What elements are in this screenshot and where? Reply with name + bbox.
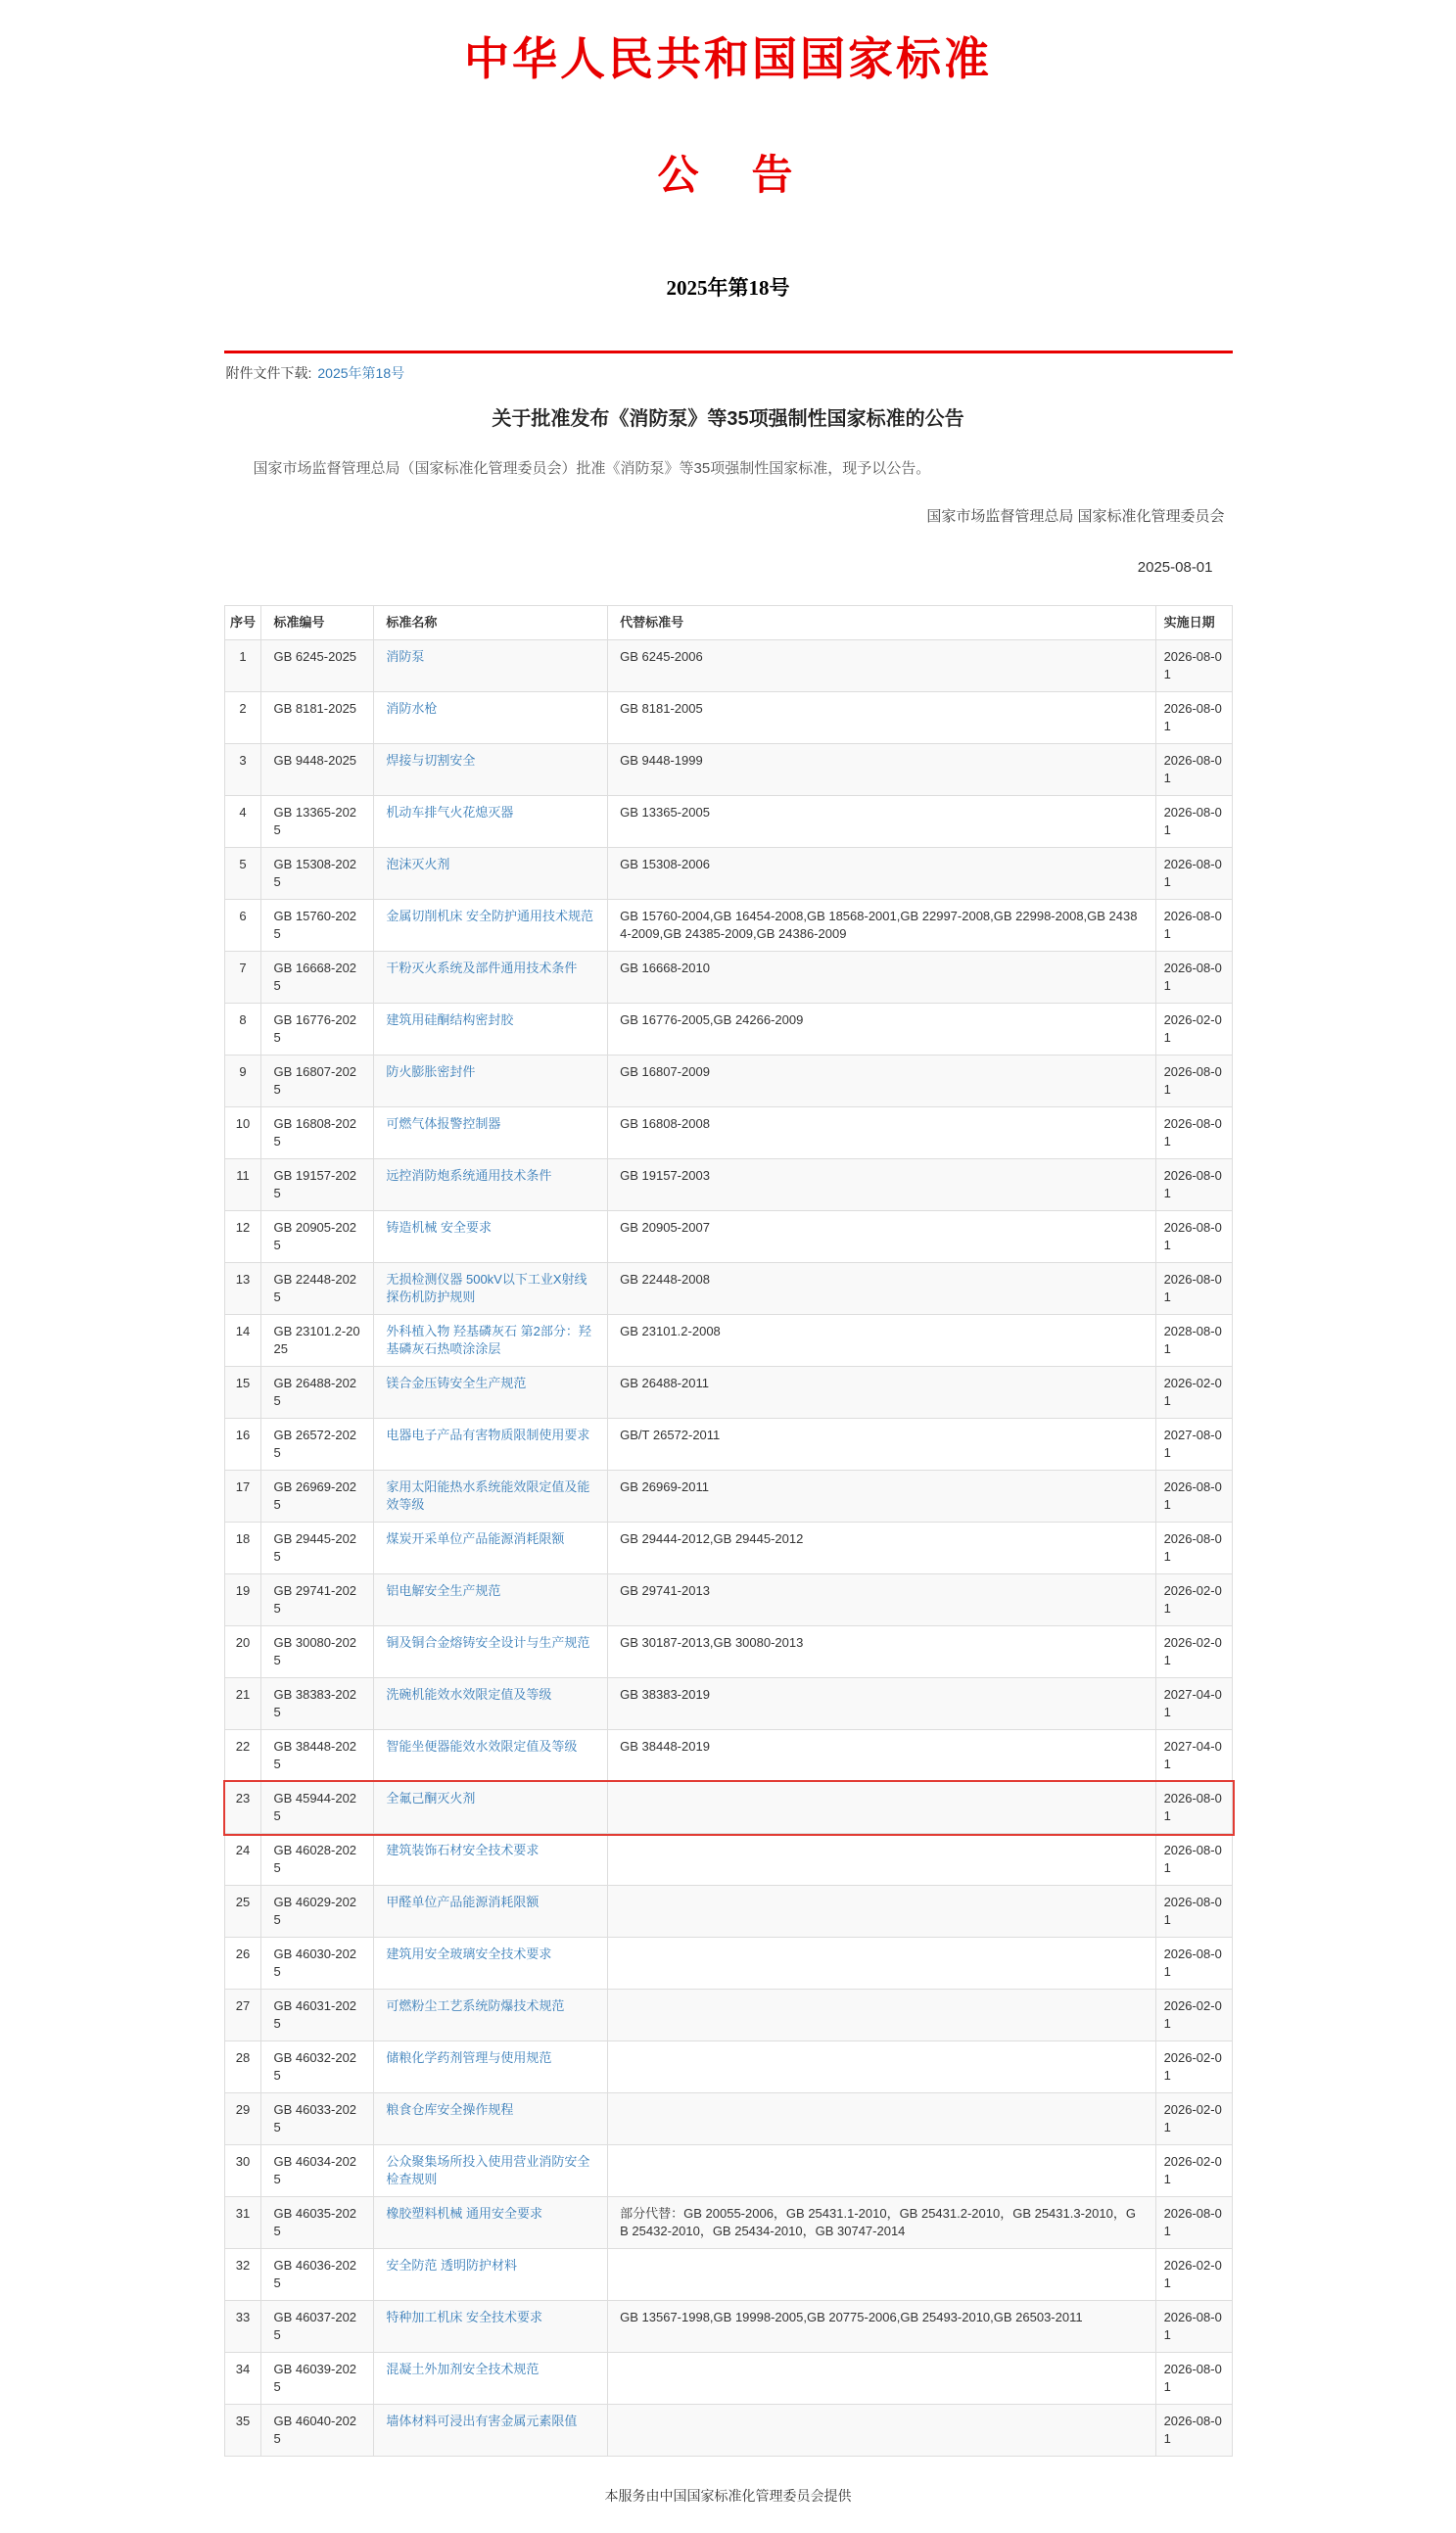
replaced-standard-cell: GB 20905-2007	[608, 1211, 1155, 1263]
row-index-cell: 35	[225, 2405, 262, 2457]
replaced-standard-cell: GB 29741-2013	[608, 1574, 1155, 1626]
attachment-link[interactable]: 2025年第18号	[317, 365, 405, 381]
replaced-standard-cell	[608, 1886, 1155, 1938]
row-index-cell: 22	[225, 1730, 262, 1782]
standard-name-link[interactable]: 机动车排气火花熄灭器	[386, 804, 514, 820]
column-header-index: 序号	[225, 606, 262, 640]
table-row	[225, 1834, 1233, 1886]
row-index-cell: 23	[225, 1782, 262, 1834]
standard-name-cell	[374, 1004, 608, 1055]
implement-date-cell: 2026-08-01	[1156, 1782, 1233, 1834]
table-row	[225, 1886, 1233, 1938]
implement-date-cell: 2026-08-01	[1156, 900, 1233, 952]
standard-name-cell	[374, 1211, 608, 1263]
standard-name-link[interactable]: 甲醛单位产品能源消耗限额	[386, 1894, 540, 1909]
table-row	[225, 900, 1233, 952]
standard-name-cell	[374, 2249, 608, 2301]
standard-code-cell: GB 46032-2025	[261, 2041, 374, 2093]
standard-code-cell: GB 46040-2025	[261, 2405, 374, 2457]
standard-name-cell	[374, 796, 608, 848]
implement-date-cell: 2026-08-01	[1156, 1211, 1233, 1263]
standard-name-cell	[374, 1471, 608, 1523]
implement-date-cell: 2026-02-01	[1156, 2145, 1233, 2197]
table-row	[225, 1211, 1233, 1263]
standard-code-cell: GB 38448-2025	[261, 1730, 374, 1782]
table-row-highlighted	[225, 1782, 1233, 1834]
replaced-standard-cell	[608, 1782, 1155, 1834]
standard-name-cell	[374, 1990, 608, 2041]
issue-number: 2025年第18号	[666, 276, 790, 300]
standard-name-cell	[374, 1159, 608, 1211]
standard-name-link[interactable]: 无损检测仪器 500kV以下工业X射线探伤机防护规则	[386, 1271, 587, 1304]
replaced-standard-cell: GB 15308-2006	[608, 848, 1155, 900]
replaced-standard-cell	[608, 2041, 1155, 2093]
table-row	[225, 1055, 1233, 1107]
implement-date-cell: 2026-08-01	[1156, 744, 1233, 796]
standard-name-link[interactable]: 焊接与切割安全	[386, 752, 476, 768]
standard-name-link[interactable]: 特种加工机床 安全技术要求	[386, 2309, 542, 2324]
standard-name-link[interactable]: 可燃粉尘工艺系统防爆技术规范	[386, 1997, 565, 2013]
implement-date-cell: 2026-08-01	[1156, 1055, 1233, 1107]
table-row	[225, 692, 1233, 744]
announcement-page	[224, 0, 1233, 2533]
standard-name-link[interactable]: 橡胶塑料机械 通用安全要求	[386, 2205, 542, 2221]
column-header-implement-date: 实施日期	[1156, 606, 1233, 640]
table-row	[225, 1419, 1233, 1471]
implement-date-cell: 2026-02-01	[1156, 1004, 1233, 1055]
standard-code-cell: GB 46030-2025	[261, 1938, 374, 1990]
table-row	[225, 2093, 1233, 2145]
replaced-standard-cell: GB 38448-2019	[608, 1730, 1155, 1782]
row-index-cell: 21	[225, 1678, 262, 1730]
implement-date-cell: 2026-08-01	[1156, 1523, 1233, 1574]
replaced-standard-cell: 部分代替：GB 20055-2006，GB 25431.1-2010，GB 25431.2-2010，GB 25431.3-2010，GB 25432-2010，GB 25434-2010，GB 30747-2014	[608, 2197, 1155, 2249]
replaced-standard-cell: GB 6245-2006	[608, 640, 1155, 692]
table-row	[225, 1471, 1233, 1523]
implement-date-cell: 2026-08-01	[1156, 952, 1233, 1004]
table-row	[225, 1938, 1233, 1990]
standard-name-cell	[374, 848, 608, 900]
standard-code-cell: GB 46029-2025	[261, 1886, 374, 1938]
standard-name-cell	[374, 1730, 608, 1782]
table-row	[225, 1263, 1233, 1315]
row-index-cell: 19	[225, 1574, 262, 1626]
implement-date-cell: 2026-08-01	[1156, 692, 1233, 744]
implement-date-cell: 2026-08-01	[1156, 1938, 1233, 1990]
standard-code-cell: GB 46035-2025	[261, 2197, 374, 2249]
standard-name-link[interactable]: 建筑用硅酮结构密封胶	[386, 1011, 514, 1027]
column-header-replaced-standard: 代替标准号	[608, 606, 1155, 640]
standard-name-link[interactable]: 家用太阳能热水系统能效限定值及能效等级	[386, 1478, 590, 1512]
standard-code-cell: GB 16776-2025	[261, 1004, 374, 1055]
column-header-standard-code: 标准编号	[261, 606, 374, 640]
row-index-cell: 1	[225, 640, 262, 692]
table-row	[225, 2041, 1233, 2093]
replaced-standard-cell	[608, 2353, 1155, 2405]
replaced-standard-cell: GB 29444-2012,GB 29445-2012	[608, 1523, 1155, 1574]
announcement-publish-date: 2025-08-01	[1137, 558, 1213, 576]
implement-date-cell: 2027-04-01	[1156, 1730, 1233, 1782]
implement-date-cell: 2026-08-01	[1156, 1834, 1233, 1886]
implement-date-cell: 2026-08-01	[1156, 2197, 1233, 2249]
row-index-cell: 11	[225, 1159, 262, 1211]
standard-name-cell	[374, 1938, 608, 1990]
standard-name-link[interactable]: 洗碗机能效水效限定值及等级	[386, 1686, 552, 1702]
row-index-cell: 6	[225, 900, 262, 952]
standard-name-cell	[374, 744, 608, 796]
implement-date-cell: 2026-08-01	[1156, 848, 1233, 900]
replaced-standard-cell: GB 16776-2005,GB 24266-2009	[608, 1004, 1155, 1055]
table-row	[225, 640, 1233, 692]
standards-table	[224, 605, 1233, 2457]
standard-code-cell: GB 30080-2025	[261, 1626, 374, 1678]
table-row	[225, 2197, 1233, 2249]
standard-name-link[interactable]: 铜及铜合金熔铸安全设计与生产规范	[386, 1634, 590, 1650]
implement-date-cell: 2026-02-01	[1156, 2249, 1233, 2301]
standard-name-cell	[374, 692, 608, 744]
table-row	[225, 2301, 1233, 2353]
implement-date-cell: 2026-02-01	[1156, 1367, 1233, 1419]
implement-date-cell: 2026-08-01	[1156, 1107, 1233, 1159]
implement-date-cell: 2026-08-01	[1156, 1886, 1233, 1938]
implement-date-cell: 2026-08-01	[1156, 1159, 1233, 1211]
standard-name-link[interactable]: 远控消防炮系统通用技术条件	[386, 1167, 552, 1183]
standard-code-cell: GB 29445-2025	[261, 1523, 374, 1574]
implement-date-cell: 2026-08-01	[1156, 2353, 1233, 2405]
implement-date-cell: 2026-08-01	[1156, 2301, 1233, 2353]
row-index-cell: 8	[225, 1004, 262, 1055]
standard-name-link[interactable]: 建筑用安全玻璃安全技术要求	[386, 1946, 552, 1961]
implement-date-cell: 2026-08-01	[1156, 1263, 1233, 1315]
replaced-standard-cell	[608, 1834, 1155, 1886]
replaced-standard-cell: GB 30187-2013,GB 30080-2013	[608, 1626, 1155, 1678]
replaced-standard-cell: GB 26969-2011	[608, 1471, 1155, 1523]
row-index-cell: 27	[225, 1990, 262, 2041]
replaced-standard-cell: GB 9448-1999	[608, 744, 1155, 796]
implement-date-cell: 2026-02-01	[1156, 2093, 1233, 2145]
standard-name-link[interactable]: 全氟己酮灭火剂	[386, 1790, 476, 1806]
replaced-standard-cell: GB 19157-2003	[608, 1159, 1155, 1211]
announcement-title: 关于批准发布《消防泵》等35项强制性国家标准的公告	[492, 408, 964, 430]
table-row	[225, 1004, 1233, 1055]
table-row	[225, 744, 1233, 796]
replaced-standard-cell: GB 22448-2008	[608, 1263, 1155, 1315]
standard-code-cell: GB 15760-2025	[261, 900, 374, 952]
implement-date-cell: 2026-02-01	[1156, 1626, 1233, 1678]
replaced-standard-cell: GB 26488-2011	[608, 1367, 1155, 1419]
standard-code-cell: GB 38383-2025	[261, 1678, 374, 1730]
table-row	[225, 1678, 1233, 1730]
standard-name-link[interactable]: 煤炭开采单位产品能源消耗限额	[386, 1530, 565, 1546]
replaced-standard-cell	[608, 2145, 1155, 2197]
standard-name-link[interactable]: 智能坐便器能效水效限定值及等级	[386, 1738, 578, 1754]
implement-date-cell: 2026-02-01	[1156, 1990, 1233, 2041]
replaced-standard-cell: GB/T 26572-2011	[608, 1419, 1155, 1471]
implement-date-cell: 2028-08-01	[1156, 1315, 1233, 1367]
implement-date-cell: 2027-04-01	[1156, 1678, 1233, 1730]
page-subtitle: 公 告	[657, 154, 799, 199]
standard-name-link[interactable]: 公众聚集场所投入使用营业消防安全检查规则	[386, 2153, 590, 2186]
row-index-cell: 10	[225, 1107, 262, 1159]
standard-name-link[interactable]: 外科植入物 羟基磷灰石 第2部分：羟基磷灰石热喷涂涂层	[386, 1323, 591, 1356]
standard-code-cell: GB 19157-2025	[261, 1159, 374, 1211]
standard-name-cell	[374, 1678, 608, 1730]
row-index-cell: 16	[225, 1419, 262, 1471]
row-index-cell: 20	[225, 1626, 262, 1678]
standard-name-link[interactable]: 金属切削机床 安全防护通用技术规范	[386, 908, 593, 923]
standard-code-cell: GB 26969-2025	[261, 1471, 374, 1523]
standard-code-cell: GB 20905-2025	[261, 1211, 374, 1263]
standard-name-link[interactable]: 防火膨胀密封件	[386, 1063, 476, 1079]
page-title: 中华人民共和国国家标准	[464, 34, 992, 84]
standard-code-cell: GB 46039-2025	[261, 2353, 374, 2405]
standard-name-cell	[374, 1523, 608, 1574]
implement-date-cell: 2026-08-01	[1156, 2405, 1233, 2457]
row-index-cell: 12	[225, 1211, 262, 1263]
standard-name-cell	[374, 1886, 608, 1938]
row-index-cell: 15	[225, 1367, 262, 1419]
table-body	[225, 640, 1233, 2457]
standard-name-link[interactable]: 储粮化学药剂管理与使用规范	[386, 2049, 552, 2065]
table-row	[225, 1159, 1233, 1211]
standard-name-cell	[374, 1834, 608, 1886]
standard-code-cell: GB 46031-2025	[261, 1990, 374, 2041]
table-row	[225, 1107, 1233, 1159]
standard-name-cell	[374, 952, 608, 1004]
row-index-cell: 9	[225, 1055, 262, 1107]
standard-name-link[interactable]: 铸造机械 安全要求	[386, 1219, 492, 1235]
implement-date-cell: 2026-02-01	[1156, 2041, 1233, 2093]
table-row	[225, 2249, 1233, 2301]
replaced-standard-cell: GB 16808-2008	[608, 1107, 1155, 1159]
standard-name-cell	[374, 1263, 608, 1315]
standard-code-cell: GB 13365-2025	[261, 796, 374, 848]
announcement-body: 国家市场监督管理总局（国家标准化管理委员会）批准《消防泵》等35项强制性国家标准，现予以公告。	[253, 460, 931, 477]
attachment-label: 附件文件下载:	[225, 365, 312, 381]
standard-name-cell	[374, 2353, 608, 2405]
replaced-standard-cell: GB 8181-2005	[608, 692, 1155, 744]
standard-code-cell: GB 8181-2025	[261, 692, 374, 744]
standard-code-cell: GB 16807-2025	[261, 1055, 374, 1107]
row-index-cell: 14	[225, 1315, 262, 1367]
standard-code-cell: GB 45944-2025	[261, 1782, 374, 1834]
standard-name-link[interactable]: 铝电解安全生产规范	[386, 1582, 501, 1598]
row-index-cell: 7	[225, 952, 262, 1004]
table-row	[225, 1523, 1233, 1574]
replaced-standard-cell: GB 16668-2010	[608, 952, 1155, 1004]
row-index-cell: 31	[225, 2197, 262, 2249]
standard-code-cell: GB 46028-2025	[261, 1834, 374, 1886]
standard-name-cell	[374, 2197, 608, 2249]
row-index-cell: 25	[225, 1886, 262, 1938]
standard-name-link[interactable]: 混凝土外加剂安全技术规范	[386, 2361, 540, 2376]
replaced-standard-cell: GB 13365-2005	[608, 796, 1155, 848]
row-index-cell: 29	[225, 2093, 262, 2145]
standard-code-cell: GB 26488-2025	[261, 1367, 374, 1419]
row-index-cell: 2	[225, 692, 262, 744]
replaced-standard-cell	[608, 2405, 1155, 2457]
table-row	[225, 1730, 1233, 1782]
implement-date-cell: 2026-08-01	[1156, 640, 1233, 692]
standard-code-cell: GB 16668-2025	[261, 952, 374, 1004]
row-index-cell: 3	[225, 744, 262, 796]
table-row	[225, 1315, 1233, 1367]
standard-name-cell	[374, 1574, 608, 1626]
standard-code-cell: GB 46036-2025	[261, 2249, 374, 2301]
implement-date-cell: 2027-08-01	[1156, 1419, 1233, 1471]
standard-name-link[interactable]: 干粉灭火系统及部件通用技术条件	[386, 960, 578, 975]
replaced-standard-cell	[608, 1938, 1155, 1990]
implement-date-cell: 2026-08-01	[1156, 1471, 1233, 1523]
standard-name-cell	[374, 1055, 608, 1107]
standard-code-cell: GB 26572-2025	[261, 1419, 374, 1471]
standard-code-cell: GB 46034-2025	[261, 2145, 374, 2197]
implement-date-cell: 2026-08-01	[1156, 796, 1233, 848]
standard-name-cell	[374, 640, 608, 692]
row-index-cell: 32	[225, 2249, 262, 2301]
table-row	[225, 1990, 1233, 2041]
row-index-cell: 34	[225, 2353, 262, 2405]
standard-name-cell	[374, 1367, 608, 1419]
standard-name-link[interactable]: 电器电子产品有害物质限制使用要求	[386, 1427, 590, 1442]
standard-code-cell: GB 22448-2025	[261, 1263, 374, 1315]
replaced-standard-cell: GB 23101.2-2008	[608, 1315, 1155, 1367]
replaced-standard-cell: GB 38383-2019	[608, 1678, 1155, 1730]
replaced-standard-cell	[608, 2249, 1155, 2301]
standard-name-cell	[374, 2301, 608, 2353]
table-row	[225, 2405, 1233, 2457]
standard-name-cell	[374, 2093, 608, 2145]
table-row	[225, 796, 1233, 848]
standard-name-link[interactable]: 消防泵	[386, 648, 425, 664]
standard-code-cell: GB 46037-2025	[261, 2301, 374, 2353]
table-row	[225, 1574, 1233, 1626]
announcement-signature: 国家市场监督管理总局 国家标准化管理委员会	[926, 507, 1225, 525]
table-header-row	[225, 606, 1233, 640]
standard-code-cell: GB 23101.2-2025	[261, 1315, 374, 1367]
standard-code-cell: GB 29741-2025	[261, 1574, 374, 1626]
standard-code-cell: GB 6245-2025	[261, 640, 374, 692]
standard-code-cell: GB 46033-2025	[261, 2093, 374, 2145]
row-index-cell: 30	[225, 2145, 262, 2197]
table-row	[225, 1367, 1233, 1419]
standard-name-link[interactable]: 可燃气体报警控制器	[386, 1115, 501, 1131]
standard-name-cell	[374, 900, 608, 952]
standard-name-link[interactable]: 粮食仓库安全操作规程	[386, 2101, 514, 2117]
row-index-cell: 28	[225, 2041, 262, 2093]
row-index-cell: 13	[225, 1263, 262, 1315]
standard-name-cell	[374, 2405, 608, 2457]
replaced-standard-cell	[608, 2093, 1155, 2145]
standard-name-cell	[374, 1315, 608, 1367]
standard-name-cell	[374, 2145, 608, 2197]
replaced-standard-cell: GB 13567-1998,GB 19998-2005,GB 20775-2006,GB 25493-2010,GB 26503-2011	[608, 2301, 1155, 2353]
standard-name-link[interactable]: 建筑装饰石材安全技术要求	[386, 1842, 540, 1857]
standard-code-cell: GB 9448-2025	[261, 744, 374, 796]
standard-code-cell: GB 15308-2025	[261, 848, 374, 900]
row-index-cell: 24	[225, 1834, 262, 1886]
standard-name-link[interactable]: 墙体材料可浸出有害金属元素限值	[386, 2413, 578, 2428]
attachment-row	[224, 353, 1233, 385]
replaced-standard-cell: GB 16807-2009	[608, 1055, 1155, 1107]
row-index-cell: 26	[225, 1938, 262, 1990]
table-row	[225, 2353, 1233, 2405]
standard-name-link[interactable]: 泡沫灭火剂	[386, 856, 450, 871]
implement-date-cell: 2026-02-01	[1156, 1574, 1233, 1626]
table-row	[225, 952, 1233, 1004]
standard-name-cell	[374, 1626, 608, 1678]
table-row	[225, 1626, 1233, 1678]
standard-code-cell: GB 16808-2025	[261, 1107, 374, 1159]
standard-name-cell	[374, 1107, 608, 1159]
column-header-standard-name: 标准名称	[374, 606, 608, 640]
standard-name-cell	[374, 2041, 608, 2093]
table-row	[225, 848, 1233, 900]
standard-name-link[interactable]: 消防水枪	[386, 700, 438, 716]
row-index-cell: 4	[225, 796, 262, 848]
row-index-cell: 5	[225, 848, 262, 900]
row-index-cell: 33	[225, 2301, 262, 2353]
row-index-cell: 17	[225, 1471, 262, 1523]
standard-name-link[interactable]: 安全防范 透明防护材料	[386, 2257, 517, 2273]
table-row	[225, 2145, 1233, 2197]
replaced-standard-cell: GB 15760-2004,GB 16454-2008,GB 18568-2001,GB 22997-2008,GB 22998-2008,GB 24384-2009,GB 24385-2009,GB 24386-2009	[608, 900, 1155, 952]
row-index-cell: 18	[225, 1523, 262, 1574]
standard-name-cell	[374, 1419, 608, 1471]
replaced-standard-cell	[608, 1990, 1155, 2041]
standard-name-cell	[374, 1782, 608, 1834]
standard-name-link[interactable]: 镁合金压铸安全生产规范	[386, 1375, 527, 1390]
page-footer: 本服务由中国国家标准化管理委员会提供	[604, 2487, 852, 2504]
